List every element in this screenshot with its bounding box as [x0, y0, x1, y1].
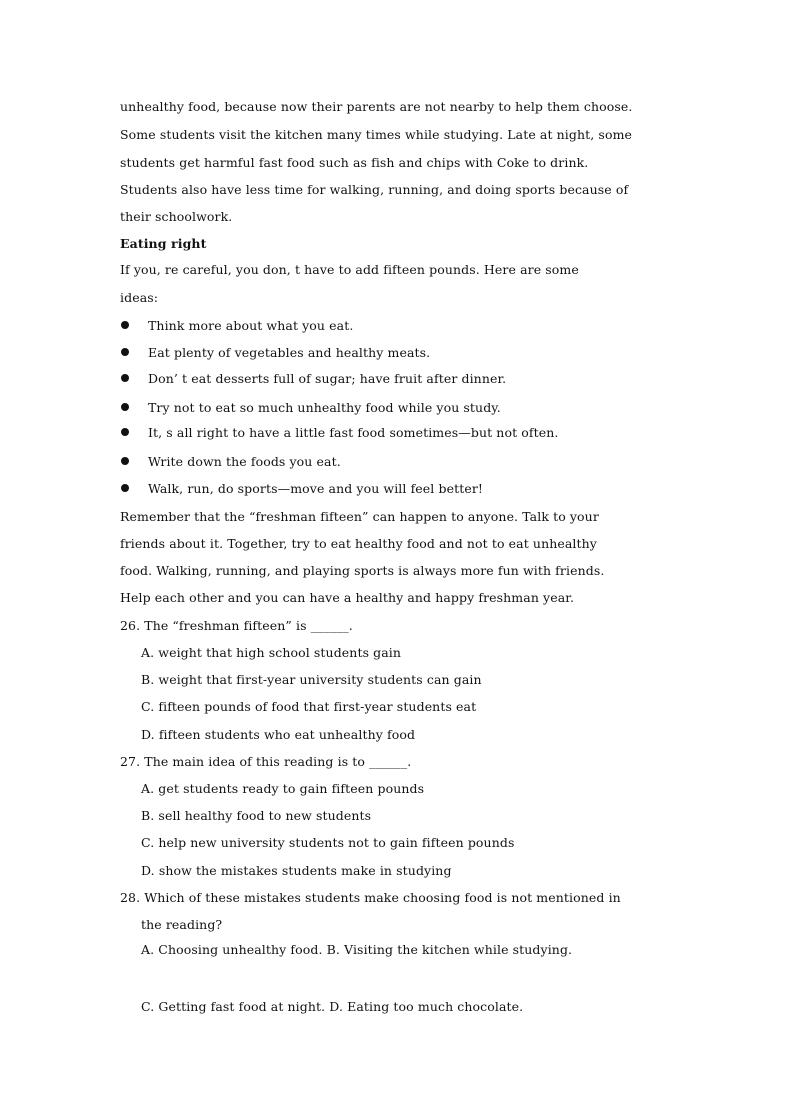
section-heading: Eating right [120, 236, 207, 251]
bullet-dot [121, 403, 129, 411]
text-line: If you, re careful, you don, t have to add fifteen pounds. Here are some [120, 262, 579, 277]
question-26-option-a: A. weight that high school students gain [141, 645, 402, 660]
bullet-item: Think more about what you eat. [148, 318, 354, 333]
text-line: Remember that the “freshman fifteen” can happen to anyone. Talk to your [120, 509, 599, 524]
text-line: students get harmful fast food such as fish and chips with Coke to drink. [120, 155, 589, 170]
bullet-item: Don’ t eat desserts full of sugar; have fruit after dinner. [148, 371, 507, 386]
text-line: unhealthy food, because now their parents are not nearby to help them choose. [120, 99, 633, 114]
bullet-dot [121, 348, 129, 356]
question-27-option-d: D. show the mistakes students make in studying [141, 863, 452, 878]
bullet-dot [121, 457, 129, 465]
bullet-dot [121, 374, 129, 382]
question-27-stem: 27. The main idea of this reading is to ______. [120, 754, 412, 769]
question-26-stem: 26. The “freshman fifteen” is ______. [120, 618, 353, 633]
bullet-dot [121, 321, 129, 329]
question-27-option-c: C. help new university students not to gain fifteen pounds [141, 835, 515, 850]
bullet-item: Eat plenty of vegetables and healthy meats. [148, 345, 431, 360]
text-line: their schoolwork. [120, 209, 233, 224]
bullet-dot [121, 428, 129, 436]
text-line: Some students visit the kitchen many times while studying. Late at night, some [120, 127, 633, 142]
bullet-item: Try not to eat so much unhealthy food while you study. [148, 400, 501, 415]
text-line: food. Walking, running, and playing sports is always more fun with friends. [120, 563, 605, 578]
question-26-option-b: B. weight that first-year university students can gain [141, 672, 482, 687]
question-27-option-a: A. get students ready to gain fifteen pounds [141, 781, 425, 796]
text-line: ideas: [120, 290, 159, 305]
bullet-item: Write down the foods you eat. [148, 454, 341, 469]
question-28-stem-cont: the reading? [141, 917, 223, 932]
bullet-dot [121, 484, 129, 492]
text-line: friends about it. Together, try to eat healthy food and not to eat unhealthy [120, 536, 597, 551]
question-26-option-d: D. fifteen students who eat unhealthy food [141, 727, 416, 742]
bullet-item: Walk, run, do sports—move and you will feel better! [148, 481, 484, 496]
question-28-options-ab: A. Choosing unhealthy food. B. Visiting the kitchen while studying. [141, 942, 573, 957]
text-line: Help each other and you can have a healthy and happy freshman year. [120, 590, 575, 605]
text-line: Students also have less time for walking, running, and doing sports because of [120, 182, 629, 197]
question-26-option-c: C. fifteen pounds of food that first-year students eat [141, 699, 477, 714]
question-28-options-cd: C. Getting fast food at night. D. Eating too much chocolate. [141, 999, 524, 1014]
question-27-option-b: B. sell healthy food to new students [141, 808, 372, 823]
question-28-stem: 28. Which of these mistakes students make choosing food is not mentioned in [120, 890, 621, 905]
bullet-item: It, s all right to have a little fast food sometimes—but not often. [148, 425, 559, 440]
